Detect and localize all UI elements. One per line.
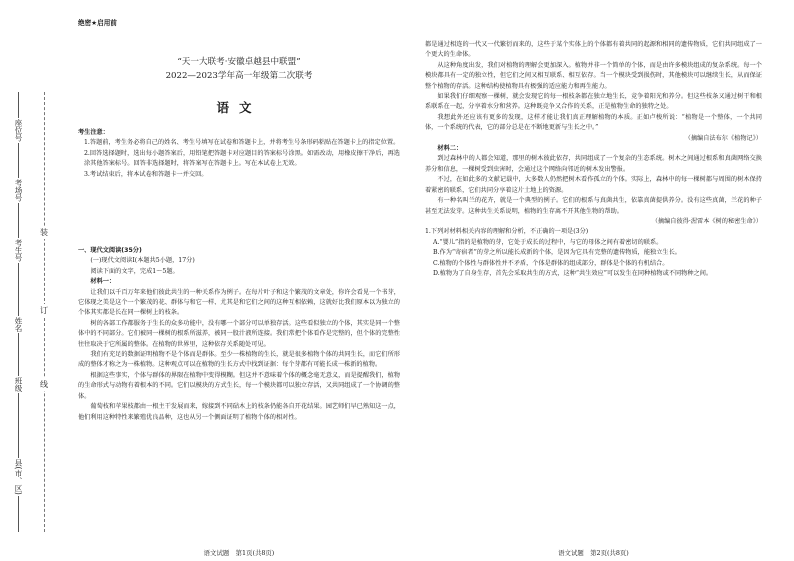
body-paragraph: 有一种名叫兰的花卉，就是一个典型的例子。它们的根系与真菌共生，依靠真菌提供养分。没有这些真菌，兰花的种子甚至无法发芽。这种共生关系说明，植物的生存离不开其他生物的帮助。 (425, 197, 762, 215)
source-citation: （摘编自法布尔《植物记》） (684, 134, 762, 142)
body-paragraph: 如果我们仔细观察一棵树，就会发现它的每一根枝条都在独立地生长，竞争着阳光和养分。但这些枝条又通过树干和根系联系在一起，分享着水分和营养。这种既竞争又合作的关系，正是植物生命的独特之处。 (425, 93, 762, 111)
class-label: 班级 (14, 377, 23, 392)
section-heading: 一、现代文阅读(35分) (78, 247, 142, 254)
exam-room-label: 考场号 (14, 179, 23, 202)
notes-heading: 考生注意： (78, 129, 109, 136)
source-citation: （摘编自彼得·渥雷本《树的秘密生命》） (651, 217, 762, 225)
page-1 (78, 0, 400, 561)
body-paragraph: 根据这些事实，个体与群体的界限在植物中变得模糊。但这并不意味着个体的概念毫无意义，而是提醒我们，植物的生命形式与动物有着根本的不同。它们以模块的方式生长，每一个模块都可以独立存活，又共同组成了一个协调的整体。 (78, 371, 400, 400)
body-paragraph: 葡萄枝和苹果枝都由一根主干发展而来，嫁接到不同砧木上的枝条仍能各自开花结果。园艺师们早已熟知这一点，他们利用这种特性来繁殖优良品种，这也从另一个侧面证明了植物个体的相对性。 (78, 403, 400, 421)
notes-block (78, 128, 400, 180)
body-paragraph: 从这种角度出发，我们对植物的理解会更加深入。植物并非一个简单的个体，而是由许多模块组成的复杂系统。每一个模块都具有一定的独立性，但它们之间又相互联系、相互依存。当一个模块受到损伤时，其他模块可以继续生长，从而保证整个植物的存活。这种结构使植物具有极强的适应能力和再生能力。 (425, 61, 762, 90)
body-paragraph: 我想此外还应该有更多的发现，这样才能让我们真正理解植物的本质。正如卢梭所说：“植物是一个整体，一个共同体，一个系统的代表，它的部分总是在不断地更新与生长之中。” (425, 113, 762, 132)
cut-char-xian: 线 (40, 380, 48, 389)
question-option: B.作为“寄宿者”的芽之所以能长成新的个体，是因为它具有完整的遗传物质，能独立生长。 (433, 249, 681, 257)
note-item: 1.答题前，考生务必将自己的姓名、考生号填写在试卷和答题卡上，并将考生号条形码粘贴在答题卡上的指定位置。 (84, 139, 400, 147)
body-paragraph: 树的各部工作都服务于生长的众多功能中，没有哪一个部分可以单独存活。这些看似独立的个体，其实是同一个整体中的不同部分。它们被同一棵树的根系所滋养，被同一股汁液所连接。我们常把个体看作是完整的，但个体的完整性往往取决于它所属的整体。在植物的世界里，这种依存关系随处可见。 (78, 319, 400, 348)
candidate-number-label: 考生号 (14, 239, 23, 262)
note-item: 3.考试结束后，将本试卷和答题卡一并交回。 (84, 170, 208, 178)
note-item: 2.回答选择题时，选出每小题答案后，用铅笔把答题卡对应题目的答案标号涂黑。如需改动，用橡皮擦干净后，再选涂其他答案标号。回答非选择题时，将答案写在答题卡上。写在本试卷上无效。 (84, 149, 400, 168)
body-paragraph: 我们有充足的数据证明植物不是个体而是群体。至少一株植物的生长，就是很多植物个体的共同生长，而它们所形成的整体才称之为一株植物。这种观点可以在植物的生长方式中找到证据：每个芽都有可能长成一株新的植物。 (78, 351, 400, 369)
body-paragraph: 都是通过相连的一代又一代繁衍而来的，这些于某个实体上的个体都有着共同的起源和相同的遗传物质，它们共同组成了一个更大的生命体。 (425, 41, 762, 59)
page-footer: 语文试题 第2页(共8页) (558, 549, 629, 557)
body-paragraph: 不过，在如此多的文献记载中，大多数人仍然把树木看作孤立的个体。实际上，森林中的每一棵树都与周围的树木保持着紧密的联系，它们共同分享着这片土地上的资源。 (425, 176, 762, 194)
cut-char-zhuang: 装 (40, 228, 48, 237)
secret-mark: 绝密★启用前 (78, 19, 117, 27)
exam-subtitle: 2022—2023学年高一年级第二次联考 (165, 71, 313, 81)
subject-title: 语文 (216, 100, 262, 115)
right-body (425, 40, 762, 279)
question-option: D.植物为了自身生存，首先会采取共生的方式，这种“共生效应”可以发生在同种植物或不同物种之间。 (433, 269, 713, 277)
binding-margin (0, 0, 70, 561)
page-2 (425, 0, 762, 561)
county-label: 县(市、区) (14, 459, 23, 495)
question-option: A.“婴儿”指的是植物的芽，它处于成长的过程中，与它的母体之间有着密切的联系。 (433, 238, 663, 246)
name-label: 姓名 (14, 317, 23, 332)
question-option: C.植物的个体性与群体性并不矛盾，个体是群体的组成部分，群体是个体的有机结合。 (433, 259, 669, 267)
section-block (78, 246, 400, 423)
exam-title: “天一大联考·安徽卓越县中联盟” (177, 57, 301, 67)
question-stem: 1.下列对材料相关内容的理解和分析，不正确的一项是(3分) (425, 228, 589, 236)
body-paragraph: 让我们以千百万年来他们彼此共生的一种关系作为例子。在每片叶子和这个繁茂的文章处，你许会看见一个书芽，它体现之美是这个一个繁茂的花、群体与和它一样、尤其是和它们之间的这种互相依赖，这就好比我们原本以为独立的个体其实都是长在同一棵树上的枝条。 (78, 288, 400, 317)
page-footer: 语文试题 第1页(共8页) (203, 549, 275, 557)
material-1-label: 材料一： (90, 278, 116, 286)
seat-number-label: 座位号 (14, 119, 23, 142)
cut-char-ding: 订 (40, 306, 48, 315)
body-paragraph: 到过森林中的人都会知道，那里的树木彼此依存，共同组成了一个复杂的生态系统。树木之间通过根系和真菌网络交换养分和信息，一棵树受到虫害时，会通过这个网络向邻近的树木发出警报。 (425, 155, 762, 173)
material-2-label: 材料二： (437, 145, 463, 153)
subsection-heading: (一)现代文阅读Ⅰ(本题共5小题，17分) (90, 257, 195, 265)
instruction: 阅读下面的文字，完成1～5题。 (90, 267, 179, 275)
